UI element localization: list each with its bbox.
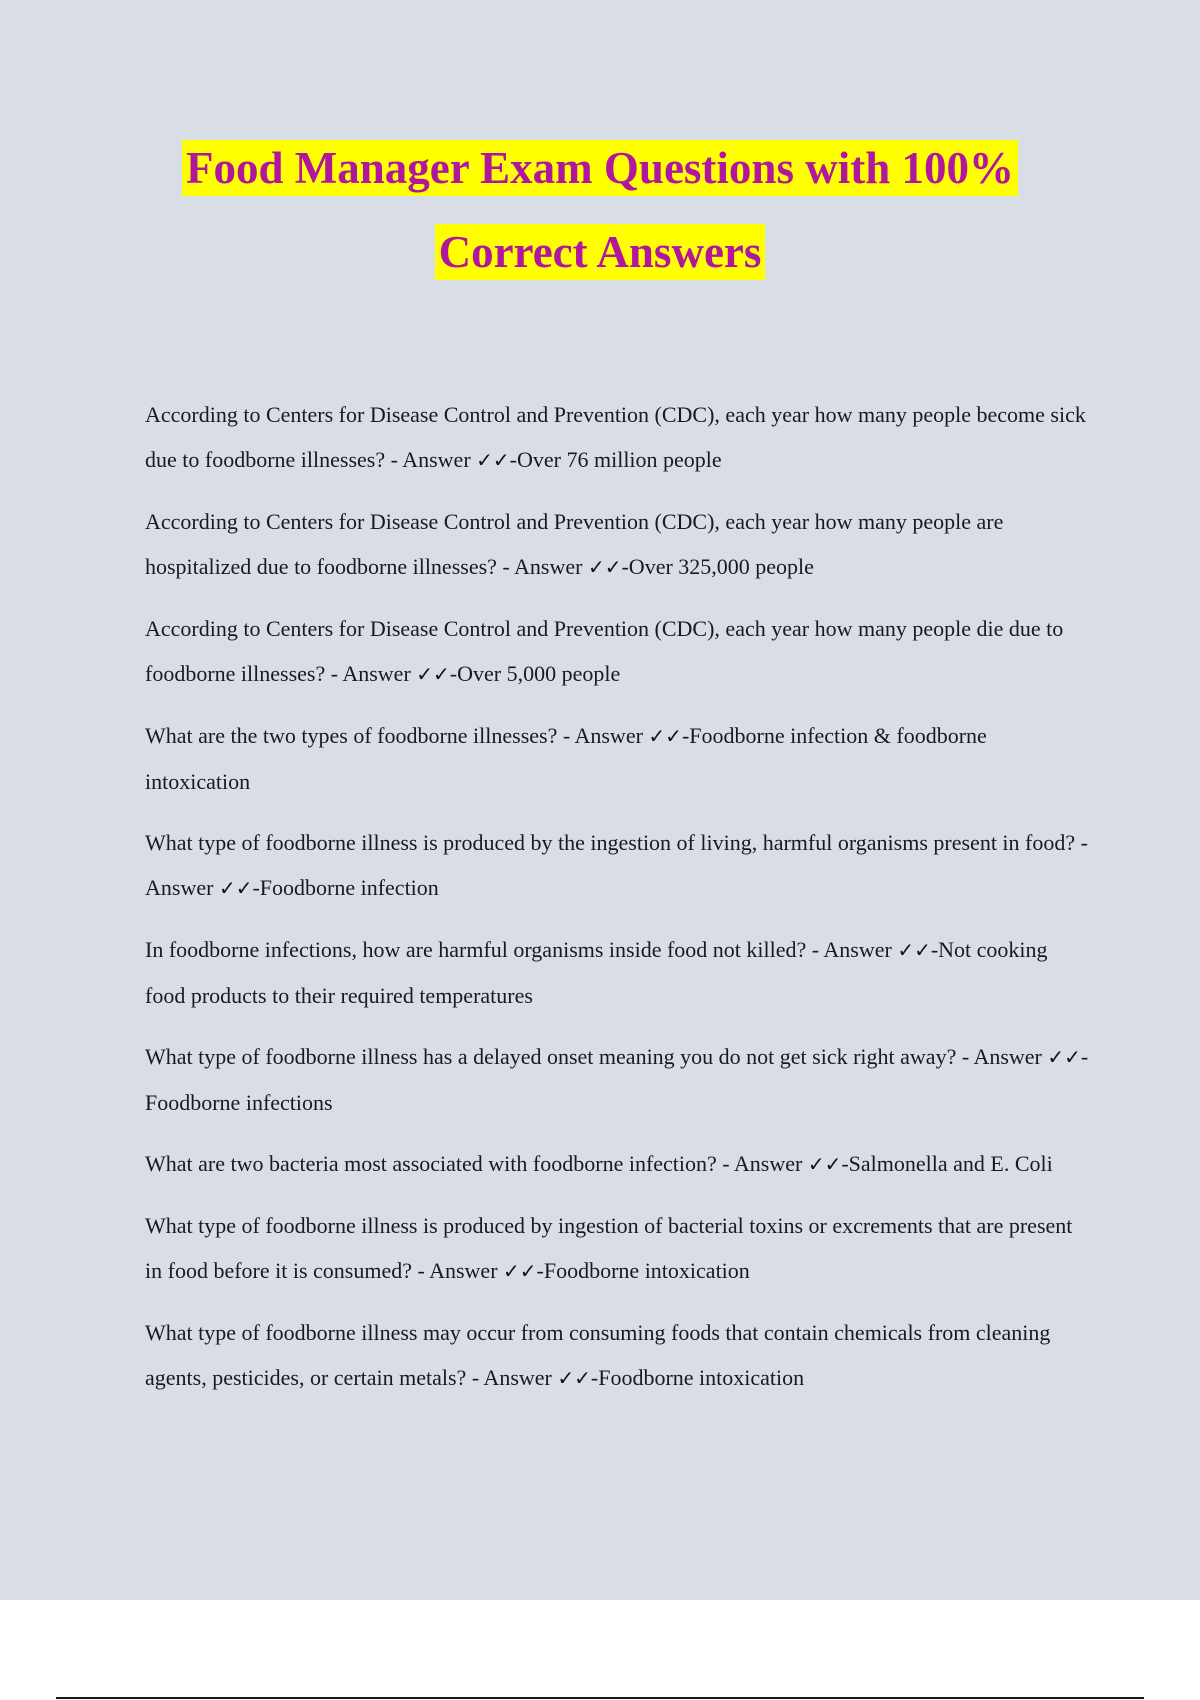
double-check-icon: ✓✓ <box>648 724 682 748</box>
double-check-icon: ✓✓ <box>587 555 622 579</box>
qa-item <box>145 392 1090 483</box>
page-bottom-divider <box>56 1697 1144 1699</box>
qa-item <box>145 713 1090 804</box>
answer-text: -Over 5,000 people <box>449 661 621 686</box>
answer-text: -Foodborne intoxication <box>590 1365 805 1390</box>
question-text: According to Centers for Disease Control and Prevention (CDC), each year how many people are hospitalized due to foodborne illnesses? - Answer <box>145 509 1004 579</box>
question-text: According to Centers for Disease Control and Prevention (CDC), each year how many people become sick due to foodborne illnesses? - Answer <box>145 402 1086 472</box>
question-text: What type of foodborne illness may occur from consuming foods that contain chemicals from cleaning agents, pesticides, or certain metals? - Answer <box>145 1320 1051 1390</box>
answer-text: -Foodborne infection & foodborne intoxication <box>145 723 987 794</box>
double-check-icon: ✓✓ <box>557 1366 591 1390</box>
question-text: What type of foodborne illness is produced by the ingestion of living, harmful organisms present in food? - Answer <box>145 830 1088 900</box>
answer-text: -Foodborne infection <box>252 875 439 900</box>
qa-item <box>145 1141 1090 1187</box>
double-check-icon: ✓✓ <box>1047 1045 1081 1069</box>
question-text: What are two bacteria most associated with foodborne infection? - Answer <box>145 1151 808 1176</box>
qa-item <box>145 499 1090 590</box>
double-check-icon: ✓✓ <box>218 876 253 900</box>
document-title <box>0 140 1200 308</box>
qa-item <box>145 820 1090 911</box>
double-check-icon: ✓✓ <box>416 662 450 686</box>
answer-text: -Not cooking food products to their required temperatures <box>145 937 1048 1008</box>
qa-item <box>145 1310 1090 1401</box>
answer-text: -Over 325,000 people <box>621 554 814 579</box>
question-text: What type of foodborne illness has a delayed onset meaning you do not get sick right away? - Answer <box>145 1044 1048 1069</box>
title-line-1: Food Manager Exam Questions with 100% <box>182 140 1018 196</box>
question-text: In foodborne infections, how are harmful organisms inside food not killed? - Answer <box>145 937 898 962</box>
title-line-2: Correct Answers <box>435 224 766 280</box>
double-check-icon: ✓✓ <box>476 448 510 472</box>
answer-text: -Foodborne intoxication <box>536 1258 750 1283</box>
qa-list <box>145 392 1090 1417</box>
answer-text: -Foodborne infections <box>145 1044 1089 1115</box>
qa-item <box>145 927 1090 1018</box>
double-check-icon: ✓✓ <box>897 938 931 962</box>
double-check-icon: ✓✓ <box>503 1259 537 1283</box>
question-text: What type of foodborne illness is produced by ingestion of bacterial toxins or excrements that are present in food before it is consumed? - Answer <box>145 1213 1073 1283</box>
qa-item <box>145 606 1090 697</box>
answer-text: -Salmonella and E. Coli <box>841 1151 1053 1176</box>
question-text: According to Centers for Disease Control and Prevention (CDC), each year how many people die due to foodborne illnesses? - Answer <box>145 616 1064 686</box>
qa-item <box>145 1034 1090 1125</box>
qa-item <box>145 1203 1090 1294</box>
question-text: What are the two types of foodborne illnesses? - Answer <box>145 723 649 748</box>
double-check-icon: ✓✓ <box>807 1152 842 1176</box>
answer-text: -Over 76 million people <box>509 447 722 472</box>
